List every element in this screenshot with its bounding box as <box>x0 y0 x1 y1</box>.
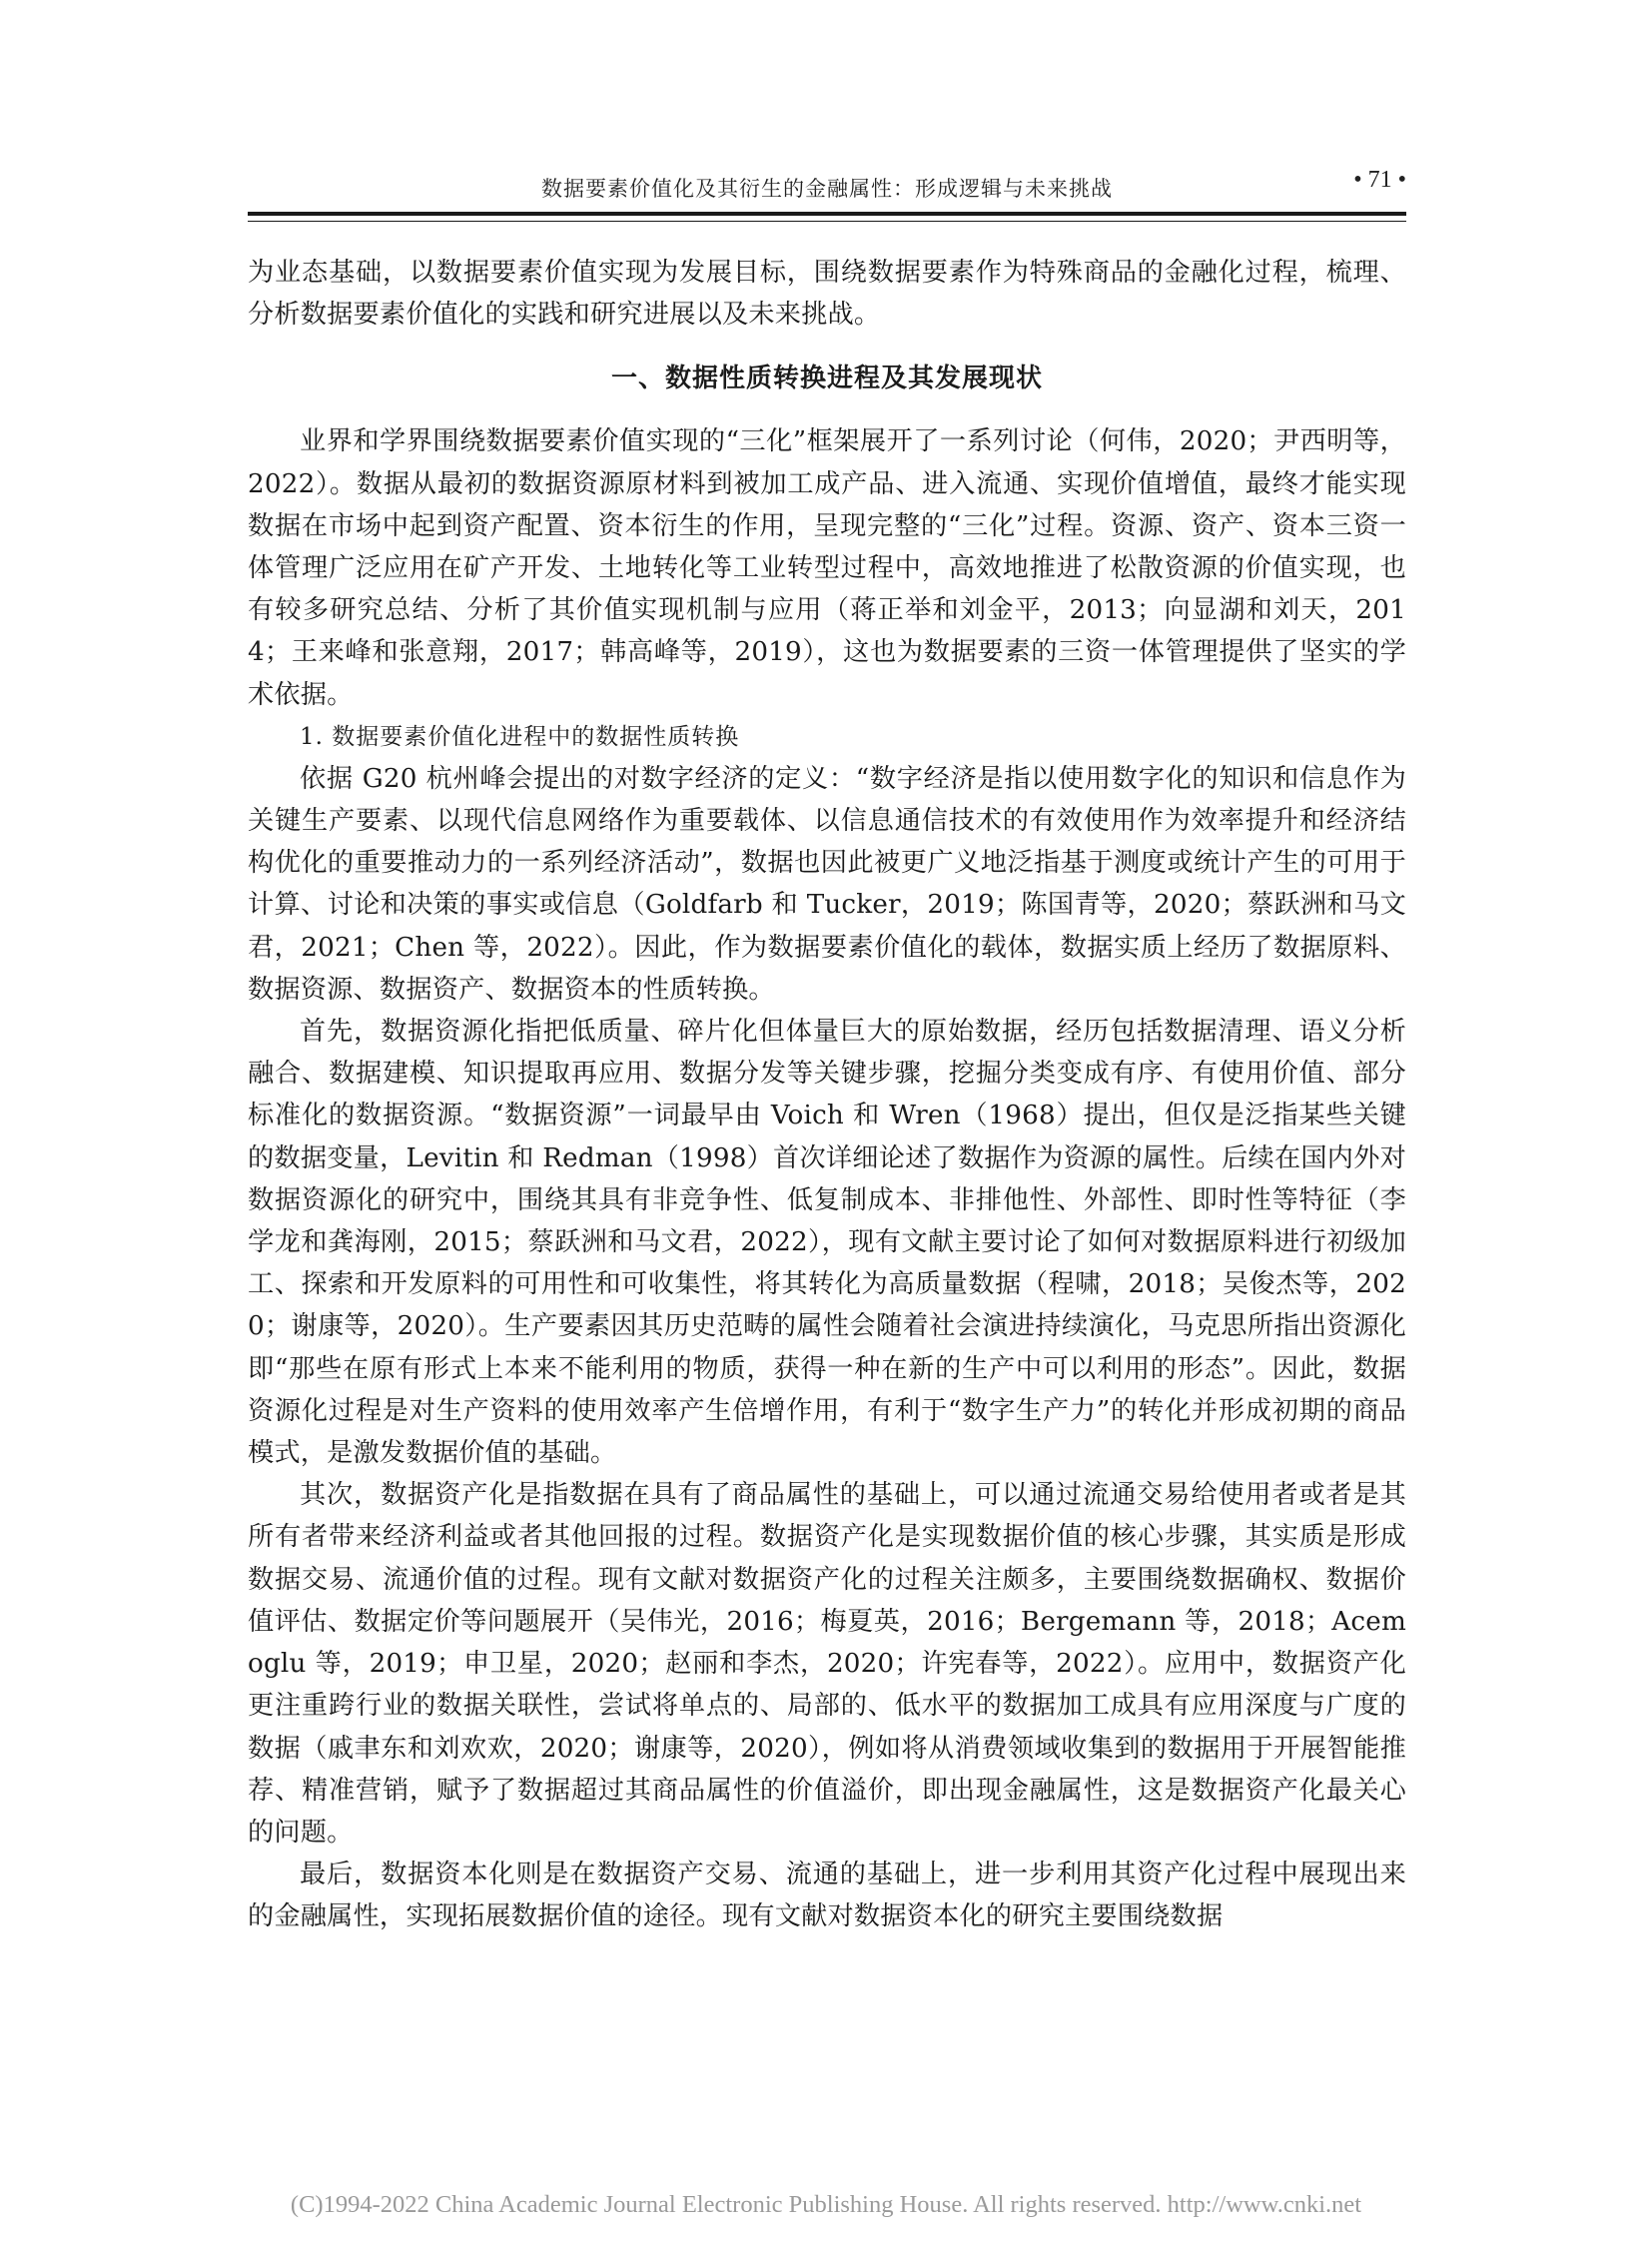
subsection-heading: 1. 数据要素价值化进程中的数据性质转换 <box>300 723 740 750</box>
section-heading: 一、数据性质转换进程及其发展现状 <box>610 364 1043 394</box>
header-rule-thick <box>248 212 1406 216</box>
paragraph-2: 依据 G20 杭州峰会提出的对数字经济的定义：“数字经济是指以使用数字化的知识和信息作为关键生产要素、以现代信息网络作为重要载体、以信息通信技术的有效使用作为效率提升和经济结构优化的重要推动力的一系列经济活动”，数据也因此被更广义地泛指基于测度或统计产生的可用于计算、讨论和决策的事实或信息（Goldfarb 和 Tucker，2019；陈国青等，2020；蔡跃洲和马文君，2021；Chen 等，2022）。因此，作为数据要素价值化的载体，数据实质上经历了数据原料、数据资源、数据资产、数据资本的性质转换。 <box>248 763 1406 1005</box>
intro-paragraph: 为业态基础，以数据要素价值实现为发展目标，围绕数据要素作为特殊商品的金融化过程，梳理、分析数据要素价值化的实践和研究进展以及未来挑战。 <box>248 258 1406 331</box>
header-rule-thin <box>248 221 1406 222</box>
paragraph-1: 业界和学界围绕数据要素价值实现的“三化”框架展开了一系列讨论（何伟，2020；尹西明等，2022）。数据从最初的数据资源原材料到被加工成产品、进入流通、实现价值增值，最终才能实现数据在市场中起到资产配置、资本衍生的作用，呈现完整的“三化”过程。资源、资产、资本三资一体管理广泛应用在矿产开发、土地转化等工业转型过程中，高效地推进了松散资源的价值实现，也有较多研究总结、分析了其价值实现机制与应用（蒋正举和刘金平，2013；向显湖和刘天，2014；王来峰和张意翔，2017；韩高峰等，2019），这也为数据要素的三资一体管理提供了坚实的学术依据。 <box>248 426 1406 710</box>
running-header <box>248 163 1406 203</box>
article-body <box>248 252 1406 1938</box>
paragraph-4: 其次，数据资产化是指数据在具有了商品属性的基础上，可以通过流通交易给使用者或者是其所有者带来经济利益或者其他回报的过程。数据资产化是实现数据价值的核心步骤，其实质是形成数据交易、流通价值的过程。现有文献对数据资产化的过程关注颇多，主要围绕数据确权、数据价值评估、数据定价等问题展开（吴伟光，2016；梅夏英，2016；Bergemann 等，2018；Acemoglu 等，2019；申卫星，2020；赵丽和李杰，2020；许宪春等，2022）。应用中，数据资产化更注重跨行业的数据关联性，尝试将单点的、局部的、低水平的数据加工成具有应用深度与广度的数据（戚聿东和刘欢欢，2020；谢康等，2020），例如将从消费领域收集到的数据用于开展智能推荐、精准营销，赋予了数据超过其商品属性的价值溢价，即出现金融属性，这是数据资产化最关心的问题。 <box>248 1480 1406 1848</box>
running-title: 数据要素价值化及其衍生的金融属性：形成逻辑与未来挑战 <box>541 177 1113 201</box>
paragraph-5: 最后，数据资本化则是在数据资产交易、流通的基础上，进一步利用其资产化过程中展现出来的金融属性，实现拓展数据价值的途径。现有文献对数据资本化的研究主要围绕数据 <box>248 1860 1406 1932</box>
page-number: • 71 • <box>1353 167 1406 193</box>
copyright-footer: (C)1994-2022 China Academic Journal Electronic Publishing House. All rights reserved. http://www.cnki.net <box>290 2191 1362 2218</box>
paragraph-3: 首先，数据资源化指把低质量、碎片化但体量巨大的原始数据，经历包括数据清理、语义分析融合、数据建模、知识提取再应用、数据分发等关键步骤，挖掘分类变成有序、有使用价值、部分标准化的数据资源。“数据资源”一词最早由 Voich 和 Wren（1968）提出，但仅是泛指某些关键的数据变量，Levitin 和 Redman（1998）首次详细论述了数据作为资源的属性。后续在国内外对数据资源化的研究中，围绕其具有非竞争性、低复制成本、非排他性、外部性、即时性等特征（李学龙和龚海刚，2015；蔡跃洲和马文君，2022），现有文献主要讨论了如何对数据原料进行初级加工、探索和开发原料的可用性和可收集性，将其转化为高质量数据（程啸，2018；吴俊杰等，2020；谢康等，2020）。生产要素因其历史范畴的属性会随着社会演进持续演化，马克思所指出资源化即“那些在原有形式上本来不能利用的物质，获得一种在新的生产中可以利用的形态”。因此，数据资源化过程是对生产资料的使用效率产生倍增作用，有利于“数字生产力”的转化并形成初期的商品模式，是激发数据价值的基础。 <box>248 1017 1406 1469</box>
